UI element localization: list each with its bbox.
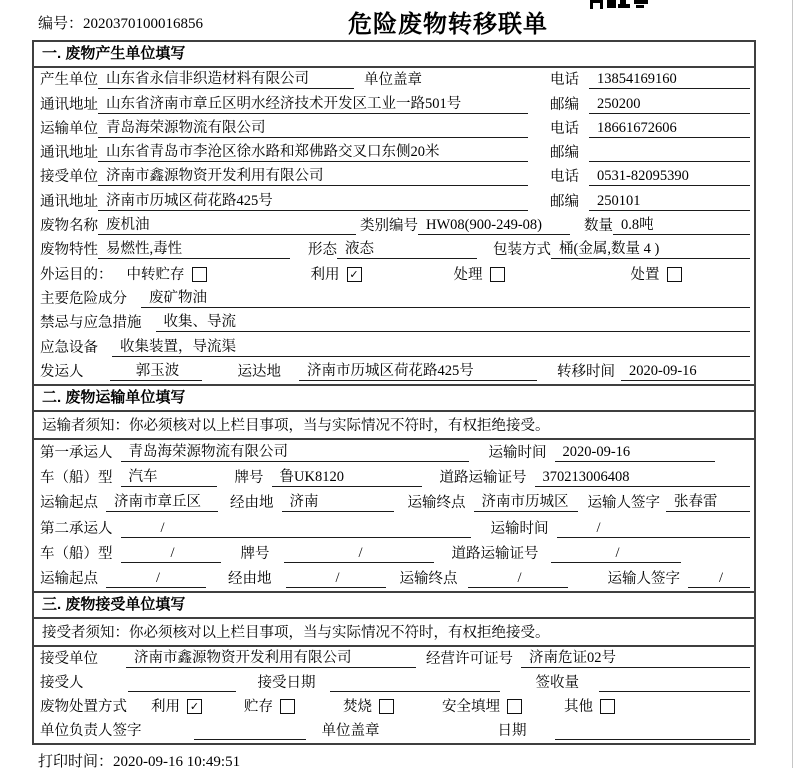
route-via-value: 济南 (282, 490, 394, 512)
category-code-label: 类别编号 (360, 218, 418, 235)
route-end2-value: / (468, 570, 568, 588)
row-receive-unit (34, 647, 754, 671)
waste-name-value: 废机油 (98, 213, 356, 235)
destination-label: 运达地 (237, 363, 281, 380)
option-treat-label: 处理 (453, 266, 483, 283)
row-vehicle-1 (34, 465, 754, 490)
road-license-label: 道路运输证号 (451, 545, 539, 562)
waste-name-label: 废物名称 (40, 218, 98, 235)
option-dispose-label: 处置 (630, 266, 660, 283)
section-receiver (34, 591, 754, 743)
route-via-label: 经由地 (228, 570, 272, 587)
receiver-zip-value: 250101 (589, 193, 750, 211)
emergency-measures-label: 禁忌与应急措施 (40, 315, 142, 332)
phone-label: 电话 (550, 169, 579, 186)
receiver-label: 接受单位 (40, 169, 98, 186)
phone-label: 电话 (550, 72, 579, 89)
section-producer (34, 42, 754, 384)
checkbox-dispose (667, 267, 682, 282)
row-receiver-address (34, 189, 754, 213)
producer-phone-value: 13854169160 (589, 71, 750, 89)
carrier-sign-label: 运输人签字 (587, 495, 660, 512)
checkbox-incinerate (379, 699, 394, 714)
second-carrier-value: / (121, 520, 471, 538)
zip-label: 邮编 (550, 145, 579, 162)
option-utilize-label: 利用 (151, 698, 180, 715)
section1-header: 一. 废物产生单位填写 (34, 42, 754, 68)
row-waste-name (34, 214, 754, 238)
row-receiver-address-left (40, 189, 538, 211)
row-transporter-address (34, 141, 754, 165)
quantity-label: 数量 (584, 218, 613, 235)
page-title: 危险废物转移联单 (348, 11, 548, 38)
sign-date-label: 日期 (497, 722, 527, 739)
row-dispatch (34, 360, 754, 384)
vehicle-type-label: 车（船）型 (40, 470, 113, 487)
carrier-sign-value: 张春雷 (666, 490, 750, 512)
row-second-carrier (34, 515, 754, 540)
row-transporter-left (40, 116, 538, 138)
row-route-1 (34, 490, 754, 515)
acceptor-value (128, 691, 236, 692)
transporter-value: 青岛海荣源物流有限公司 (98, 116, 528, 138)
road-license-label: 道路运输证号 (439, 470, 527, 487)
receiver-address-value: 济南市历城区荷花路425号 (98, 189, 528, 211)
transport-time-label: 运输时间 (488, 445, 547, 462)
vehicle-type-label: 车（船）型 (40, 545, 113, 562)
transporter-notice: 运输者须知：你必须核对以上栏目事项，当与实际情况不符时，有权拒绝接受。 (34, 412, 754, 440)
transporter-address-value: 山东省青岛市李沧区徐水路和郑佛路交叉口东侧20米 (98, 140, 528, 162)
dispatcher-value: 郭玉波 (110, 359, 202, 381)
quantity-value: 0.8吨 (613, 213, 750, 235)
route-end-value: 济南市历城区 (474, 490, 578, 512)
row-producer (34, 68, 754, 92)
unit-seal-label: 单位盖章 (321, 722, 380, 739)
row-waste-props (34, 238, 754, 262)
option-store-label: 贮存 (244, 698, 273, 715)
row-receiver (34, 165, 754, 189)
plate2-value: / (284, 545, 434, 563)
address-label: 通讯地址 (40, 193, 98, 210)
sign-date-value (555, 739, 751, 740)
emergency-equipment-value: 收集装置，导流渠 (112, 335, 750, 357)
route-end-label: 运输终点 (399, 570, 458, 587)
transporter-phone-value: 18661672606 (589, 120, 750, 138)
plate-label: 牌号 (234, 470, 264, 487)
transport-time-label: 运输时间 (490, 520, 549, 537)
row-emergency-equipment (34, 335, 754, 359)
carrier-sign2-value: / (688, 570, 750, 588)
waste-props-label: 废物特性 (40, 242, 98, 259)
option-landfill-label: 安全填埋 (442, 698, 500, 715)
receiver-value: 济南市鑫源物资开发利用有限公司 (98, 164, 528, 186)
section3-header: 三. 废物接受单位填写 (34, 591, 754, 619)
checkbox-treat (490, 267, 505, 282)
waste-props-value: 易燃性,毒性 (98, 237, 290, 259)
acceptor-label: 接受人 (40, 674, 84, 691)
form-state-label: 形态 (308, 242, 337, 259)
first-carrier-value: 青岛海荣源物流有限公司 (121, 440, 469, 462)
row-producer-address (34, 92, 754, 116)
second-carrier-label: 第二承运人 (40, 520, 113, 537)
page-edge-divider (792, 0, 793, 768)
responsible-sign-label: 单位负责人签字 (40, 722, 142, 739)
checkbox-store (280, 699, 295, 714)
producer-label: 产生单位 (40, 72, 98, 89)
producer-address-value: 山东省济南市章丘区明水经济技术开发区工业一路501号 (98, 92, 528, 114)
row-route-2 (34, 566, 754, 591)
hazard-components-label: 主要危险成分 (40, 290, 127, 307)
row-transfer-purpose (34, 262, 754, 286)
route-end-label: 运输终点 (407, 495, 466, 512)
row-emergency-measures (34, 311, 754, 335)
road-license2-value: / (551, 545, 681, 563)
address-label: 通讯地址 (40, 145, 98, 162)
route-start-label: 运输起点 (40, 495, 98, 512)
emergency-equipment-label: 应急设备 (40, 339, 98, 356)
transfer-purpose-label: 外运目的： (40, 266, 113, 283)
checkbox-landfill (507, 699, 522, 714)
checkbox-transit-storage (192, 267, 207, 282)
packaging-label: 包装方式 (493, 242, 551, 259)
qr-code-fragment (590, 0, 648, 10)
row-producer-left (40, 67, 538, 89)
transfer-time-value: 2020-09-16 (621, 363, 750, 381)
checkbox-other (600, 699, 615, 714)
address-label: 通讯地址 (40, 96, 98, 113)
hazard-components-value: 废矿物油 (141, 286, 750, 308)
responsible-sign-value (194, 739, 306, 740)
zip-label: 邮编 (550, 193, 579, 210)
option-other-label: 其他 (564, 698, 593, 715)
route-start2-value: / (106, 570, 206, 588)
transfer-time-label: 转移时间 (557, 363, 615, 380)
section-transporter (34, 384, 754, 591)
checkbox-utilize: ✓ (347, 267, 362, 282)
receiver-phone-value: 0531-82095390 (589, 168, 750, 186)
option-incinerate-label: 焚烧 (343, 698, 372, 715)
route-start-value: 济南市章丘区 (106, 490, 218, 512)
row-producer-address-left (40, 92, 538, 114)
row-receiver-left (40, 164, 538, 186)
print-time: 打印时间：2020-09-16 10:49:51 (38, 754, 241, 770)
row-first-carrier (34, 440, 754, 465)
dispatcher-label: 发运人 (40, 363, 84, 380)
producer-value: 山东省永信非织造材料有限公司 (98, 67, 354, 89)
row-disposal-method (34, 695, 754, 719)
route-via-label: 经由地 (230, 495, 274, 512)
transport-time-value: 2020-09-16 (555, 444, 715, 462)
signed-quantity-label: 签收量 (535, 674, 579, 691)
row-vehicle-2 (34, 541, 754, 566)
permit-number-label: 经营许可证号 (426, 650, 513, 667)
plate-label: 牌号 (240, 545, 270, 562)
accept-date-value (330, 691, 500, 692)
receive-unit-label: 接受单位 (40, 650, 98, 667)
first-carrier-label: 第一承运人 (40, 445, 113, 462)
disposal-method-label: 废物处置方式 (40, 698, 127, 715)
route-start-label: 运输起点 (40, 570, 98, 587)
row-accept (34, 671, 754, 695)
carrier-sign-label: 运输人签字 (607, 570, 680, 587)
plate-value: 鲁UK8120 (272, 465, 422, 487)
road-license-value: 370213006408 (535, 469, 751, 487)
category-code-value: HW08(900-249-08) (418, 217, 570, 235)
destination-value: 济南市历城区荷花路425号 (299, 359, 537, 381)
unit-seal-label: 单位盖章 (364, 72, 422, 89)
section2-header: 二. 废物运输单位填写 (34, 384, 754, 412)
emergency-measures-value: 收集、导流 (156, 310, 751, 332)
permit-number-value: 济南危证02号 (521, 646, 750, 668)
form-serial-number: 编号：2020370100016856 (38, 16, 204, 32)
route-via2-value: / (286, 570, 386, 588)
transporter-zip-value (589, 161, 750, 162)
phone-label: 电话 (550, 120, 579, 137)
zip-label: 邮编 (550, 96, 579, 113)
receive-unit-value: 济南市鑫源物资开发利用有限公司 (126, 646, 416, 668)
row-hazard-components (34, 287, 754, 311)
transport-time2-value: / (557, 520, 751, 538)
option-transit-storage-label: 中转贮存 (126, 266, 185, 283)
vehicle-type-value: 汽车 (121, 465, 217, 487)
vehicle-type2-value: / (121, 545, 221, 563)
accept-date-label: 接受日期 (257, 674, 316, 691)
row-transporter (34, 117, 754, 141)
signed-quantity-value (599, 691, 750, 692)
transporter-label: 运输单位 (40, 120, 98, 137)
manifest-table (32, 40, 756, 745)
packaging-value: 桶(金属,数量 4 ) (551, 237, 750, 259)
option-utilize-label: 利用 (310, 266, 340, 283)
checkbox-utilize-2: ✓ (187, 699, 202, 714)
producer-zip-value: 250200 (589, 96, 750, 114)
receiver-notice: 接受者须知：你必须核对以上栏目事项，当与实际情况不符时，有权拒绝接受。 (34, 619, 754, 647)
row-transporter-address-left (40, 140, 538, 162)
row-responsible-sign (34, 719, 754, 743)
form-state-value: 液态 (337, 237, 477, 259)
